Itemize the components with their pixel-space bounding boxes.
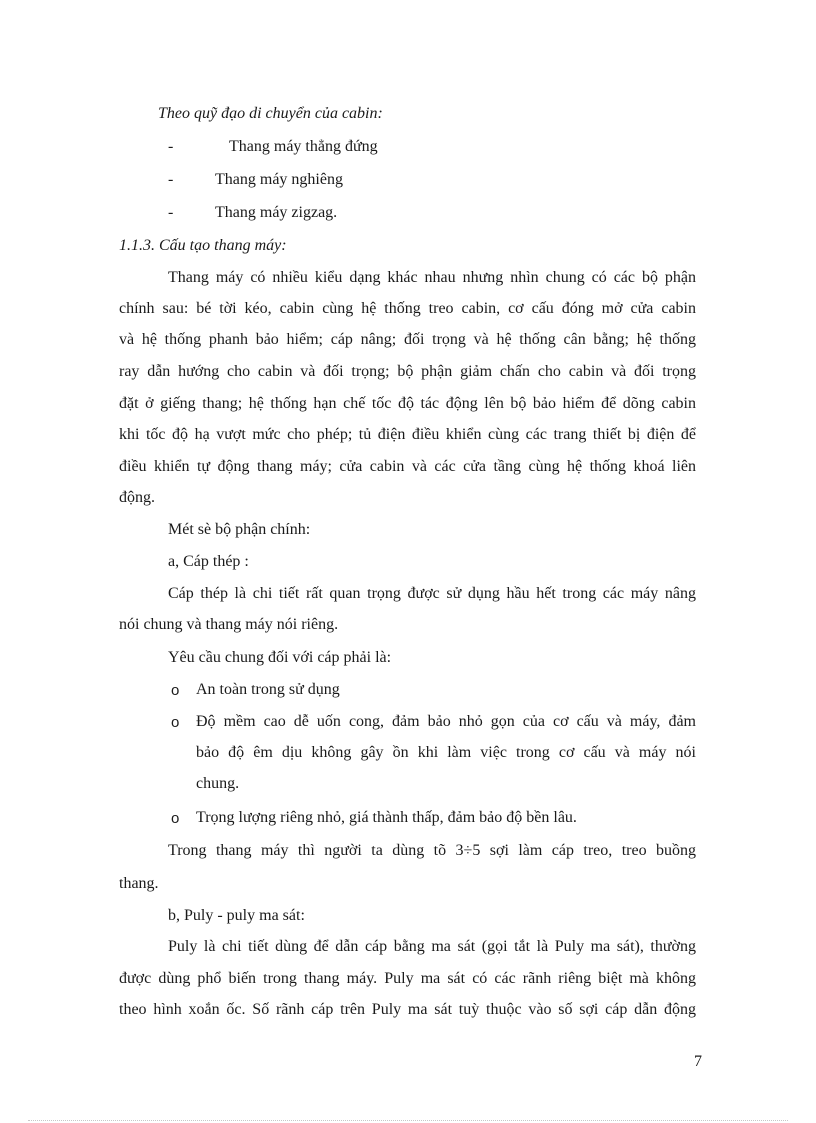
pulley-heading: b, Puly - puly ma sát: <box>168 907 305 924</box>
paragraph-line: và hệ thống phanh bảo hiểm; cáp nâng; đối trọng và hệ thống cân bằng; hệ thống <box>119 331 696 348</box>
cable-desc-line: nói chung và thang máy nói riêng. <box>119 616 339 633</box>
requirement-item: An toàn trong sử dụng <box>196 681 340 698</box>
bullet-marker: o <box>171 682 180 699</box>
page-number: 7 <box>694 1053 702 1070</box>
requirements-intro: Yêu cầu chung đối với cáp phải là: <box>168 649 392 666</box>
cable-desc-line: Cáp thép là chi tiết rất quan trọng được sử dụng hầu hết trong các máy nâng <box>168 585 696 602</box>
requirement-item: Trọng lượng riêng nhỏ, giá thành thấp, đảm bảo độ bền lâu. <box>196 809 577 826</box>
paragraph-line: điều khiển tự động thang máy; cửa cabin và các cửa tầng cùng hệ thống khoá liên <box>119 458 696 475</box>
structure-heading: 1.1.3. Cấu tạo thang máy: <box>119 237 287 254</box>
pulley-desc-line: Puly là chi tiết dùng để dẫn cáp bằng ma sát (gọi tắt là Puly ma sát), thường <box>168 938 696 955</box>
bullet-marker: o <box>171 810 180 827</box>
list-item-vertical: Thang máy thẳng đứng <box>229 138 378 155</box>
paragraph-line: chính sau: bé tời kéo, cabin cùng hệ thống treo cabin, cơ cấu đóng mở cửa cabin <box>119 300 696 317</box>
main-parts-intro: Mét sè bộ phận chính: <box>168 521 311 538</box>
paragraph-line: động. <box>119 489 155 506</box>
pulley-desc-line: được dùng phổ biến trong thang máy. Puly ma sát có các rãnh riêng biệt mà không <box>119 970 696 987</box>
pulley-desc-line: theo hình xoắn ốc. Số rãnh cáp trên Puly ma sát tuỳ thuộc vào số sợi cáp dẫn động <box>119 1001 696 1018</box>
list-dash: - <box>168 204 174 221</box>
requirement-item: Độ mềm cao dễ uốn cong, đảm bảo nhỏ gọn của cơ cấu và máy, đảm <box>196 713 696 730</box>
paragraph-line: ray dẫn hướng cho cabin và đối trọng; bộ phận giảm chấn cho cabin và đối trọng <box>119 363 696 380</box>
paragraph-line: đặt ở giếng thang; hệ thống hạn chế tốc độ tác động lên bộ bảo hiểm để dõng cabin <box>119 395 696 412</box>
requirement-item: bảo độ êm dịu không gây ồn khi làm việc trong cơ cấu và máy nói <box>196 744 696 761</box>
footer-divider <box>28 1120 788 1121</box>
list-item-inclined: Thang máy nghiêng <box>215 171 343 188</box>
list-item-zigzag: Thang máy zigzag. <box>215 204 338 221</box>
requirement-item: chung. <box>196 775 240 792</box>
list-dash: - <box>168 138 174 155</box>
paragraph-line: khi tốc độ hạ vượt mức cho phép; tủ điện điều khiển cùng các trang thiết bị điện để <box>119 426 696 443</box>
cable-heading: a, Cáp thép : <box>168 553 249 570</box>
usage-line: thang. <box>119 875 159 892</box>
trajectory-heading: Theo quỹ đạo di chuyển của cabin: <box>158 105 383 122</box>
bullet-marker: o <box>171 714 180 731</box>
usage-line: Trong thang máy thì người ta dùng tõ 3÷5 sợi làm cáp treo, treo buồng <box>168 842 696 859</box>
paragraph-line: Thang máy có nhiều kiểu dạng khác nhau nhưng nhìn chung có các bộ phận <box>168 269 696 286</box>
list-dash: - <box>168 171 174 188</box>
